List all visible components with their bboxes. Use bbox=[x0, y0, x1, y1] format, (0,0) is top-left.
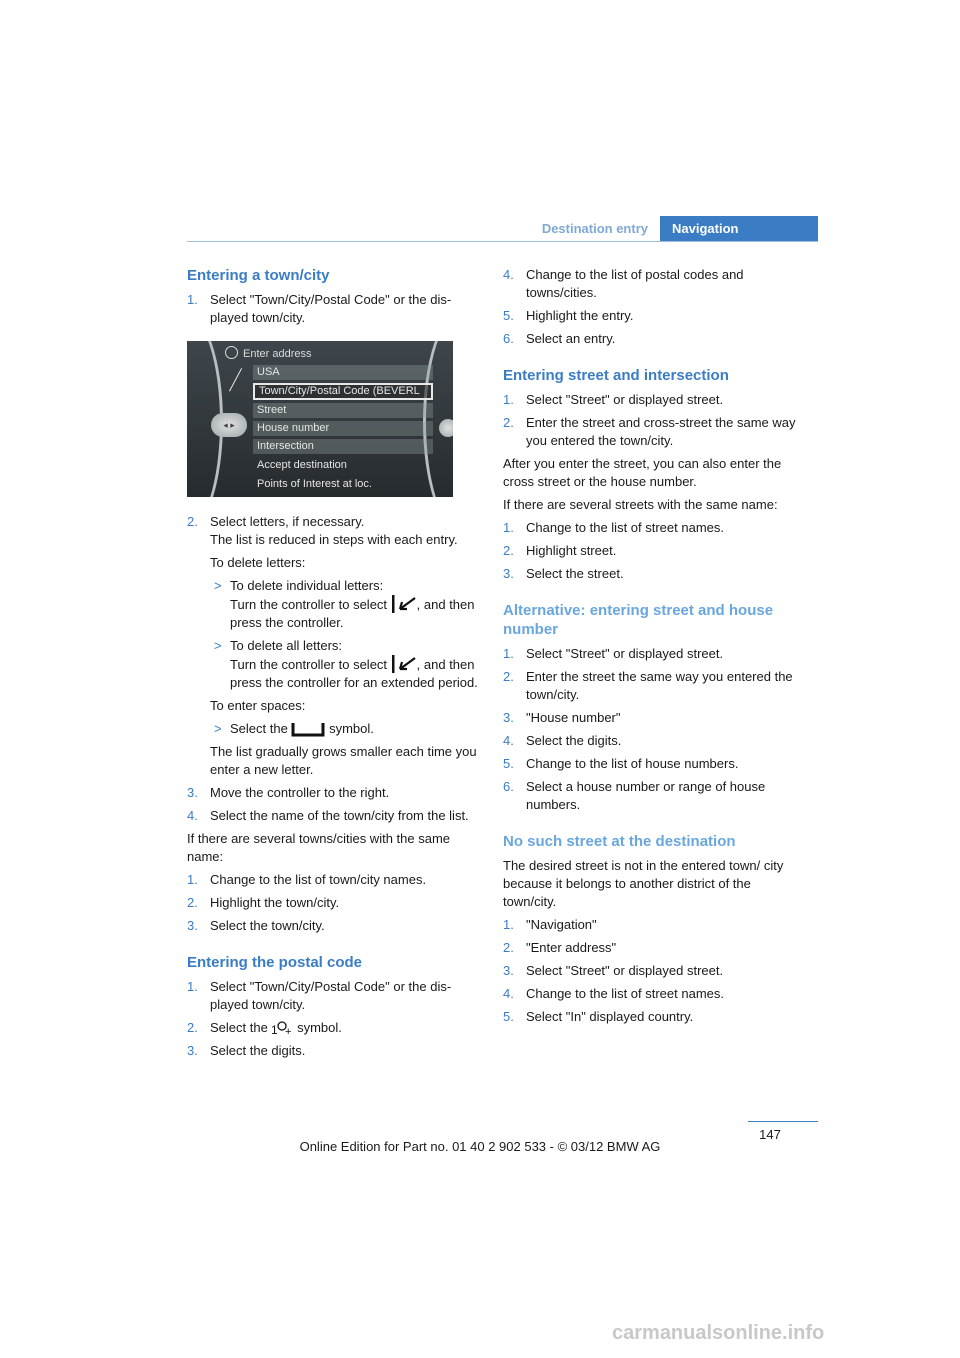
paragraph: If there are several streets with the same name: bbox=[503, 497, 778, 512]
svg-text:1: 1 bbox=[271, 1023, 279, 1036]
list-item: 4. Change to the list of street names. bbox=[503, 986, 724, 1001]
left-column bbox=[187, 266, 483, 1065]
list-item: 2. Select the 1 + symbol. bbox=[187, 1020, 342, 1036]
watermark[interactable]: carmanualsonline.info bbox=[612, 1322, 825, 1344]
header-section: Destination entry bbox=[541, 221, 648, 236]
list-item: 5. Change to the list of house numbers. bbox=[503, 756, 739, 771]
list-item: 1. Change to the list of street names. bbox=[503, 520, 724, 535]
svg-text:+: + bbox=[285, 1026, 292, 1036]
list-item: 3. Move the controller to the right. bbox=[187, 785, 390, 800]
backspace-arrow-icon bbox=[391, 595, 417, 613]
page-number: 147 bbox=[759, 1127, 781, 1142]
header-chapter-tab: Navigation bbox=[660, 216, 818, 242]
heading-street-intersection: Entering street and intersection bbox=[503, 367, 729, 384]
list-item: 2. Highlight street. bbox=[503, 543, 617, 558]
menu-item-intersection: Intersection bbox=[253, 439, 433, 454]
list-item: 4. Change to the list of postal codes and towns/cities. bbox=[503, 267, 744, 300]
page-number-rule bbox=[748, 1121, 818, 1122]
globe-icon bbox=[225, 346, 238, 359]
paragraph: To delete letters: bbox=[210, 555, 306, 570]
list-item: 2. Enter the street and cross-street the same way you entered the town/city. bbox=[503, 415, 796, 448]
backspace-arrow-icon bbox=[391, 655, 417, 673]
paragraph: If there are several towns/cities with the same name: bbox=[187, 831, 451, 864]
list-item: 3. Select the street. bbox=[503, 566, 624, 581]
list-item: 2. Select letters, if necessary. The list is reduced in steps with each entry. bbox=[187, 514, 458, 547]
heading-entering-town: Entering a town/city bbox=[187, 267, 330, 284]
controller-knob-right-icon bbox=[439, 419, 453, 437]
menu-item-poi: Points of Interest at loc. bbox=[257, 478, 372, 490]
paragraph: The list gradually grows smaller each time you enter a new letter. bbox=[210, 744, 477, 777]
paragraph: To enter spaces: bbox=[210, 698, 306, 713]
list-item: 1. Select "Street" or displayed street. bbox=[503, 392, 724, 407]
menu-item-town: Town/City/Postal Code (BEVERL bbox=[253, 383, 433, 400]
list-item: 4. Select the name of the town/city from the list. bbox=[187, 808, 469, 823]
paragraph: After you enter the street, you can also enter the cross street or the house number. bbox=[503, 456, 782, 489]
enter-address-screenshot bbox=[187, 341, 453, 497]
list-item: 2. "Enter address" bbox=[503, 940, 617, 955]
list-item: 3. Select the digits. bbox=[187, 1043, 306, 1058]
list-item: 2. Enter the street the same way you entered the town/city. bbox=[503, 669, 793, 702]
heading-alternative: Alternative: entering street and house number bbox=[503, 602, 774, 638]
right-column bbox=[503, 266, 803, 1031]
heading-postal-code: Entering the postal code bbox=[187, 954, 363, 971]
numeric-input-icon bbox=[271, 1020, 293, 1036]
menu-item-country: USA bbox=[253, 365, 433, 380]
list-item: 6. Select a house number or range of house numbers. bbox=[503, 779, 766, 812]
list-item: 3. Select the town/city. bbox=[187, 918, 325, 933]
list-item: 3. Select "Street" or displayed street. bbox=[503, 963, 724, 978]
screen-title: Enter address bbox=[243, 348, 312, 360]
list-item: 3. "House number" bbox=[503, 710, 621, 725]
controller-knob-icon: ◂ ▸ bbox=[211, 413, 247, 437]
list-item: > To delete individual letters: Turn the controller to select , and then press the controller. bbox=[214, 578, 475, 630]
edition-footer: Online Edition for Part no. 01 40 2 902 533 - © 03/12 BMW AG bbox=[299, 1139, 661, 1154]
heading-no-such-street: No such street at the destination bbox=[503, 833, 736, 850]
space-bar-icon bbox=[291, 723, 325, 737]
list-item: 5. Highlight the entry. bbox=[503, 308, 634, 323]
list-item: 1. Select "Street" or displayed street. bbox=[503, 646, 724, 661]
list-item: 2. Highlight the town/city. bbox=[187, 895, 340, 910]
menu-item-street: Street bbox=[253, 403, 433, 418]
callout-line bbox=[229, 368, 242, 391]
list-item: 1. Select "Town/City/Postal Code" or the dis-played town/city. bbox=[187, 979, 452, 1012]
list-item: > To delete all letters: Turn the controller to select , and then press the controller for an extended period. bbox=[214, 638, 478, 690]
paragraph: The desired street is not in the entered town/ city because it belongs to another district of the town/city. bbox=[503, 858, 784, 909]
menu-item-house-number: House number bbox=[253, 421, 433, 436]
list-item: 1. Select "Town/City/Postal Code" or the dis-played town/city. bbox=[187, 292, 452, 325]
list-item: 4. Select the digits. bbox=[503, 733, 622, 748]
list-item: > Select the symbol. bbox=[214, 721, 374, 736]
menu-item-accept: Accept destination bbox=[257, 459, 347, 471]
list-item: 6. Select an entry. bbox=[503, 331, 616, 346]
list-item: 1. "Navigation" bbox=[503, 917, 597, 932]
list-item: 5. Select "In" displayed country. bbox=[503, 1009, 694, 1024]
list-item: 1. Change to the list of town/city names. bbox=[187, 872, 427, 887]
header-rule bbox=[187, 241, 818, 242]
